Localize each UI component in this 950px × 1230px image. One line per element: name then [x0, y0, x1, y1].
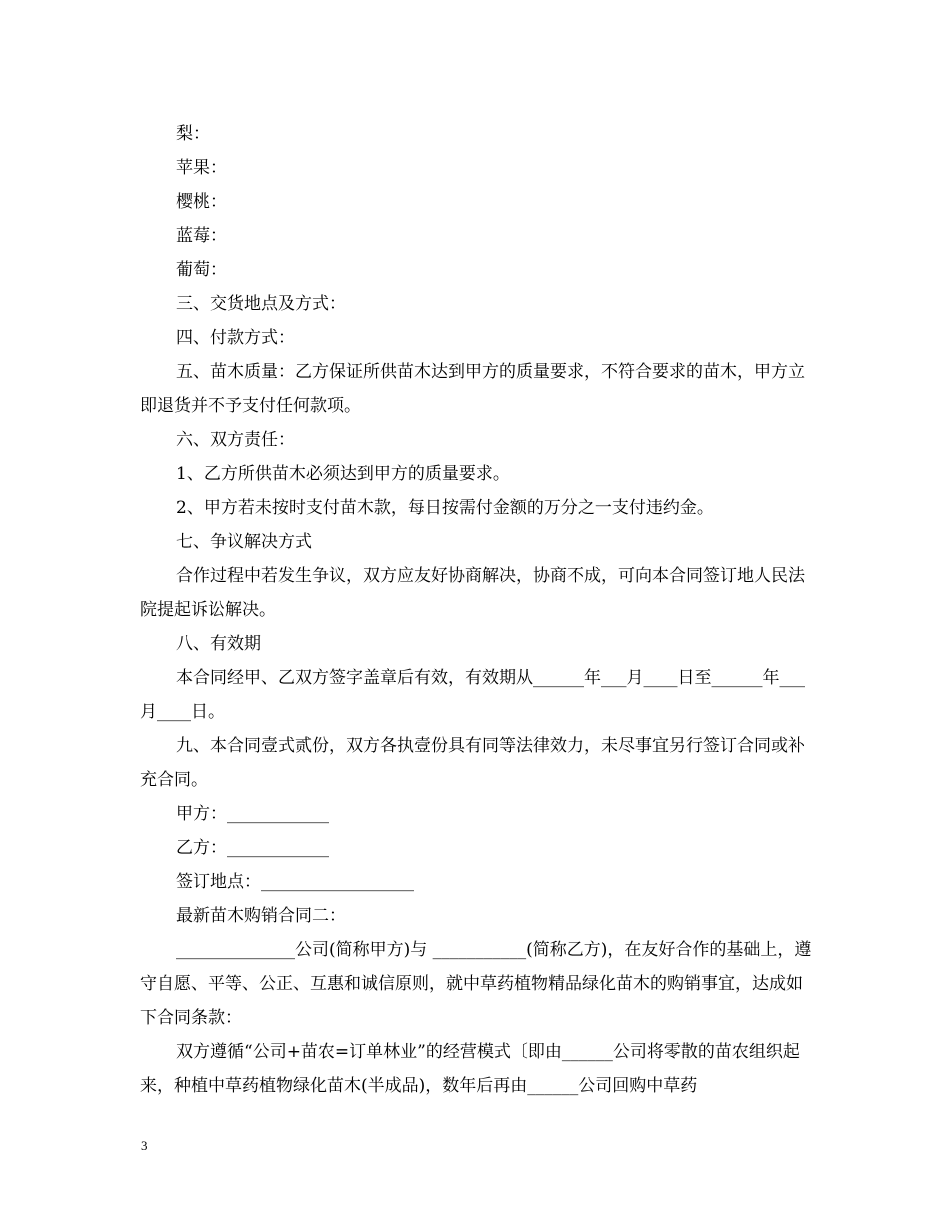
- dispute-text: 合作过程中若发生争议，双方应友好协商解决，协商不成，可向本合同签订地人民法院提起诉讼解决。: [140, 566, 805, 620]
- paragraph-apple: 苹果：: [176, 158, 227, 178]
- document-body: [140, 117, 815, 1103]
- contract-two-intro: ______________公司(简称甲方)与 ___________(简称乙方)，在友好合作的基础上，遵守自愿、平等、公正、互惠和诚信原则，就中草药植物精品绿化苗木的购销事宜，达成如下合同条款：: [140, 940, 812, 1028]
- responsibility-item-2: 2、甲方若未按时支付苗木款，每日按需付金额的万分之一支付违约金。: [176, 498, 714, 518]
- section-quality: 五、苗木质量：乙方保证所供苗木达到甲方的质量要求，不符合要求的苗木，甲方立即退货并不予支付任何款项。: [140, 362, 805, 416]
- section-copies: 九、本合同壹式贰份，双方各执壹份具有同等法律效力，未尽事宜另行签订合同或补充合同。: [140, 736, 805, 790]
- paragraph-cherry: 樱桃：: [176, 192, 227, 212]
- contract-two-title: 最新苗木购销合同二：: [176, 906, 346, 926]
- section-validity: 八、有效期: [176, 634, 261, 654]
- page-number: 3: [141, 1138, 148, 1153]
- validity-text: 本合同经甲、乙双方签字盖章后有效，有效期从______年___月____日至______年___月____日。: [140, 668, 805, 722]
- paragraph-pear: 梨：: [176, 124, 210, 144]
- section-payment: 四、付款方式：: [176, 328, 295, 348]
- paragraph-blueberry: 蓝莓：: [176, 226, 227, 246]
- party-b-signature: 乙方：____________: [176, 838, 329, 858]
- section-delivery: 三、交货地点及方式：: [176, 294, 346, 314]
- signing-location: 签订地点：__________________: [176, 872, 414, 892]
- contract-two-model: 双方遵循“公司+苗农=订单林业”的经营模式〔即由______公司将零散的苗农组织起来，种植中草药植物绿化苗木(半成品)，数年后再由______公司回购中草药: [140, 1042, 800, 1096]
- paragraph-grape: 葡萄：: [176, 260, 227, 280]
- section-dispute: 七、争议解决方式: [176, 532, 312, 552]
- section-responsibility: 六、双方责任：: [176, 430, 295, 450]
- responsibility-item-1: 1、乙方所供苗木必须达到甲方的质量要求。: [176, 464, 510, 484]
- party-a-signature: 甲方：____________: [176, 804, 329, 824]
